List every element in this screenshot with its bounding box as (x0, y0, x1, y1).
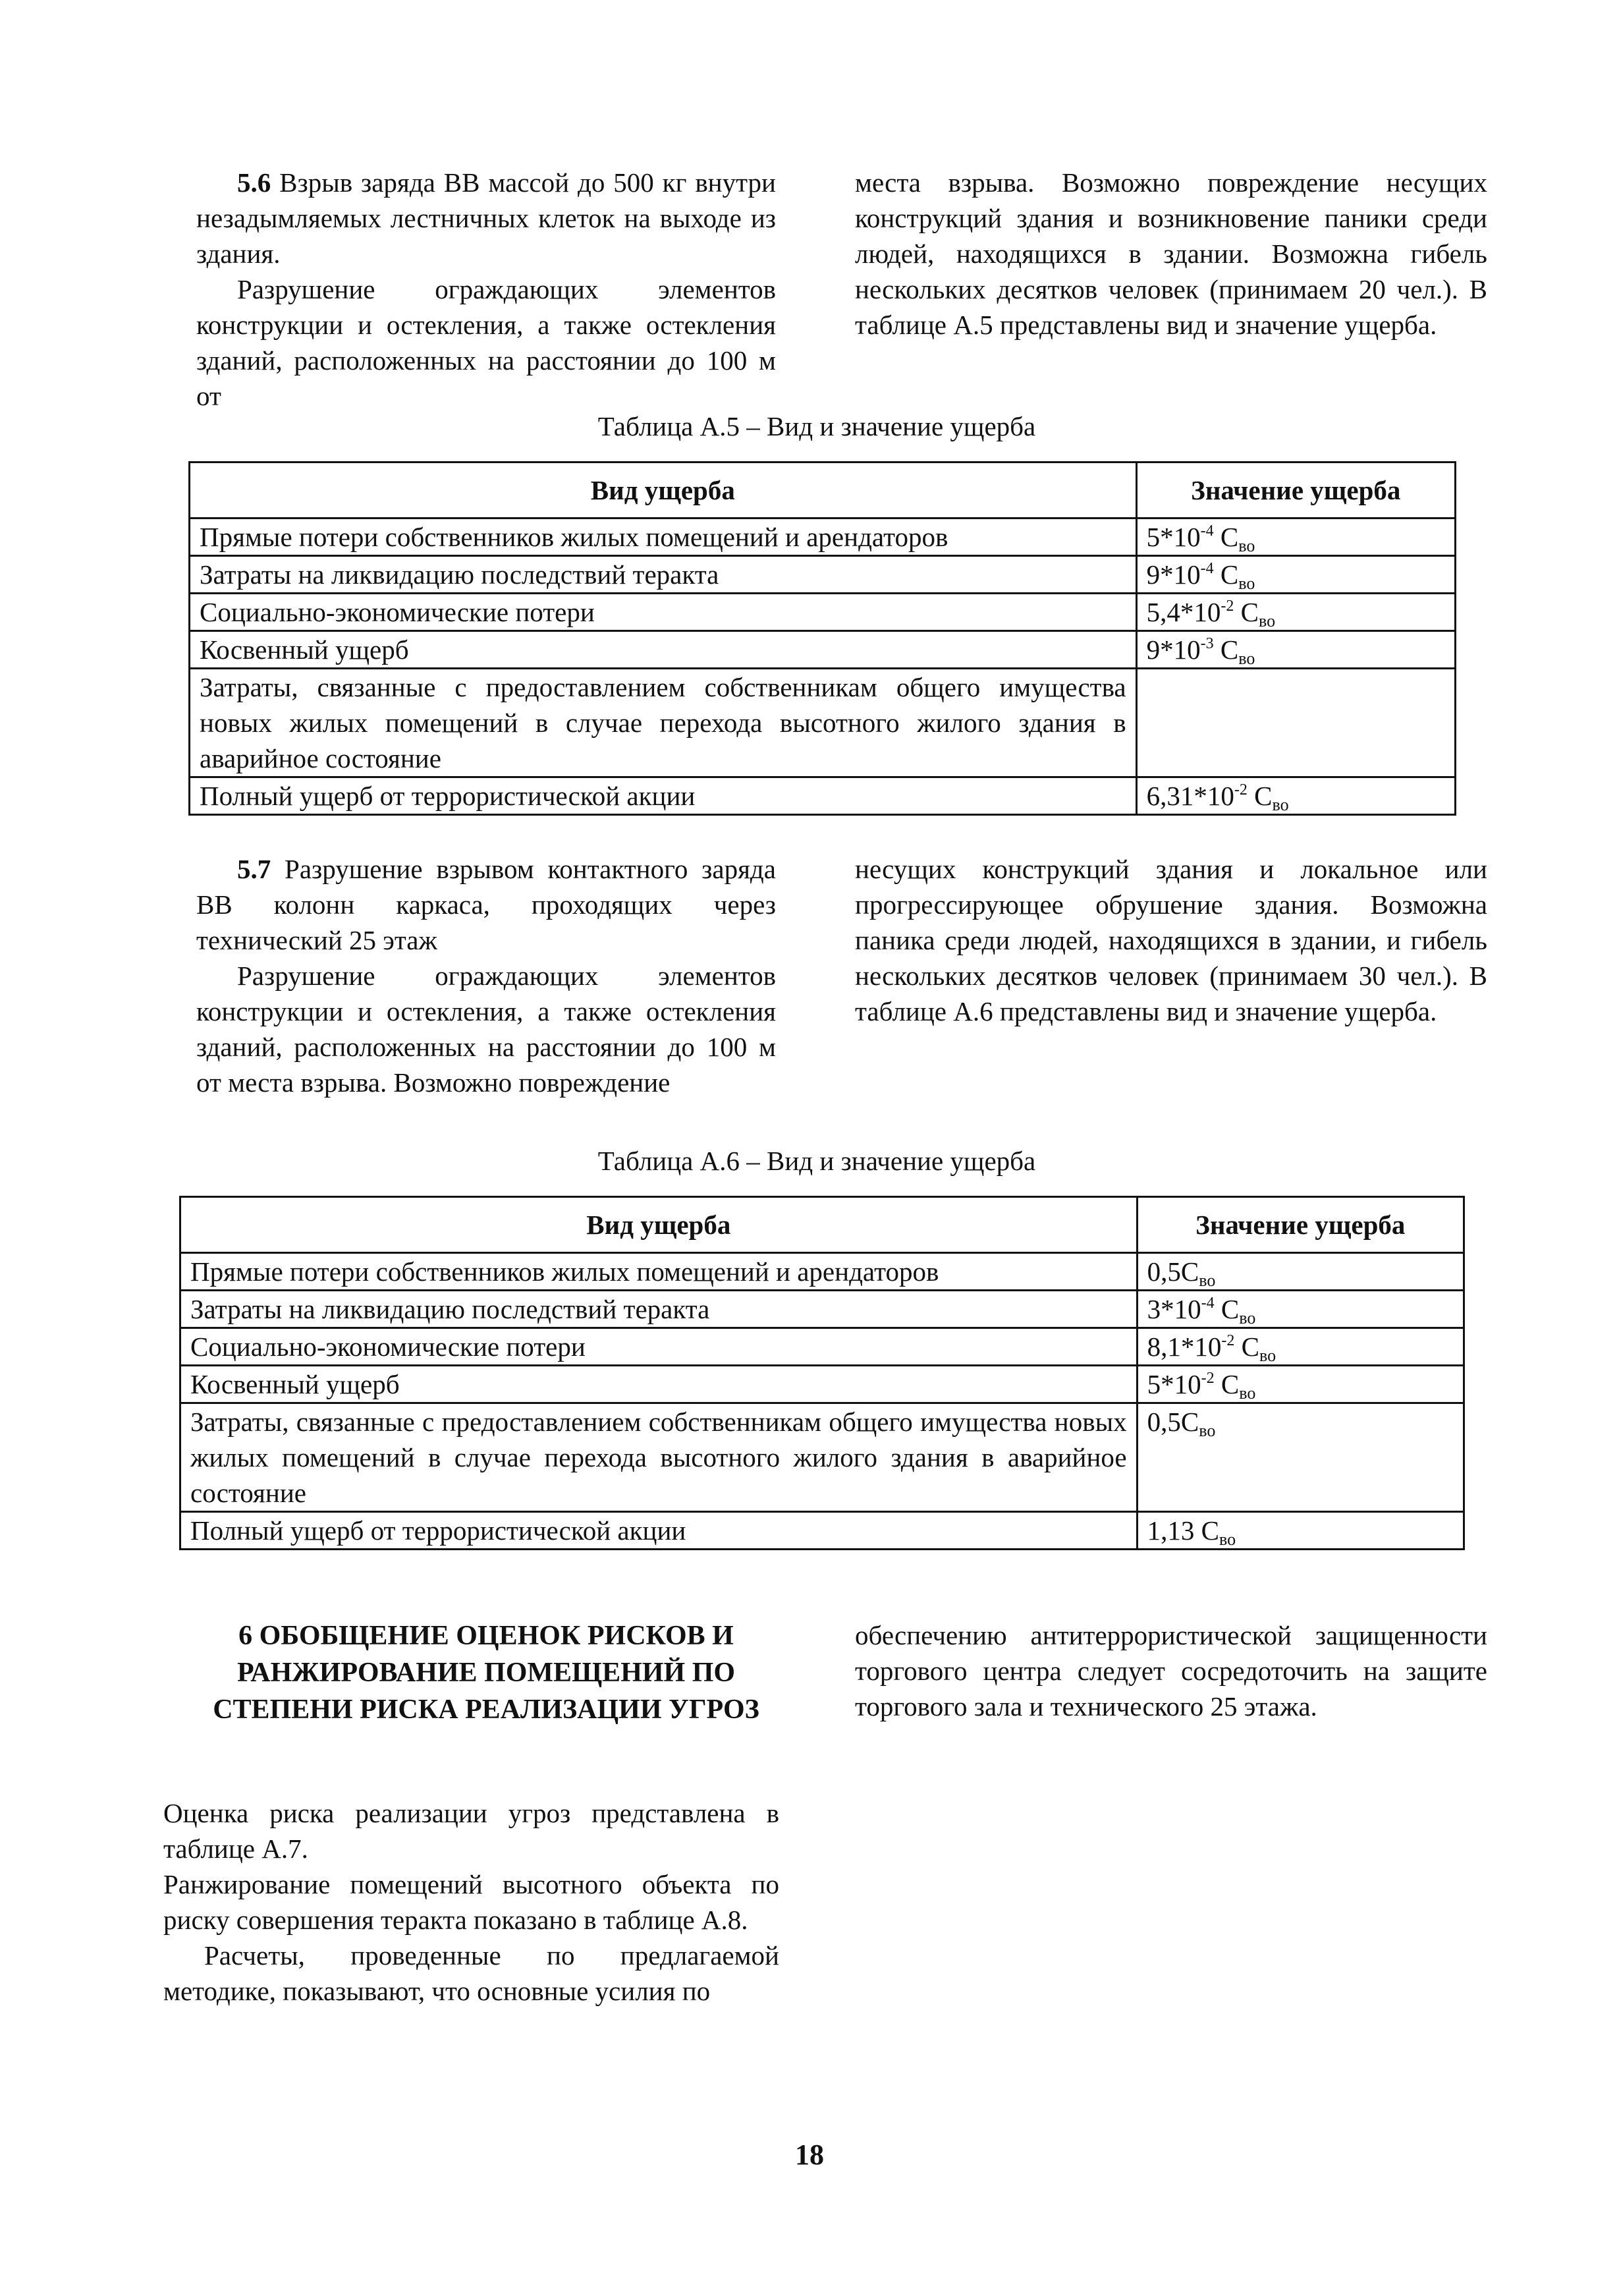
damage-type-cell: Косвенный ущерб (190, 631, 1137, 669)
damage-value-cell (1137, 1291, 1464, 1328)
damage-value-exp: -3 (1200, 635, 1214, 652)
section-6-right-column (855, 1617, 1487, 1724)
table-header-type: Вид ущерба (190, 462, 1137, 518)
damage-type-cell: Полный ущерб от террористической акции (190, 777, 1137, 815)
damage-value-coef: 0,5С (1147, 1407, 1199, 1437)
table-row (190, 518, 1456, 556)
table-header-value: Значение ущерба (1136, 462, 1455, 518)
damage-value-cell (1137, 1366, 1464, 1403)
damage-value-exp: -2 (1221, 1332, 1235, 1349)
damage-value-unit: С (1247, 781, 1273, 811)
damage-value-sub: во (1239, 1308, 1256, 1328)
section-6-paragraph-3: Расчеты, проведенные по предлагаемой методике, показывают, что основные усилия по (163, 1940, 779, 2006)
damage-value-cell (1136, 777, 1455, 815)
table-header-value: Значение ущерба (1137, 1197, 1464, 1253)
damage-type-cell: Затраты, связанные с предоставлением собственникам общего имущества новых жилых помещений в случае перехода высотного жилого здания в аварийное состояние (180, 1403, 1138, 1512)
table-header-row (180, 1197, 1464, 1253)
table-header-row (190, 462, 1456, 518)
damage-value-coef: 5*10 (1146, 522, 1201, 552)
damage-value-coef: 9*10 (1146, 634, 1201, 665)
section-5-7-paragraph-3: несущих конструкций здания и локальное или прогрессирующее обрушение здания. Возможна паника среди людей, находящихся в здании, и гибель нескольких десятков человек (принимаем 30 чел.). В таблице А.6 представлены вид и значение ущерба. (855, 854, 1487, 1026)
damage-type-cell: Затраты на ликвидацию последствий теракта (190, 556, 1137, 594)
damage-type-cell: Прямые потери собственников жилых помещений и арендаторов (180, 1253, 1138, 1291)
table-row (180, 1328, 1464, 1366)
damage-value-sub: во (1259, 1346, 1276, 1365)
damage-value-coef: 9*10 (1146, 559, 1201, 590)
damage-value-unit: С (1234, 597, 1259, 627)
damage-value-sub: во (1238, 536, 1255, 555)
damage-value-coef: 5*10 (1147, 1369, 1201, 1399)
damage-value-cell (1137, 1512, 1464, 1550)
table-row (180, 1512, 1464, 1550)
damage-type-cell: Социально-экономические потери (180, 1328, 1138, 1366)
damage-value-unit: С (1234, 1331, 1259, 1362)
table-row (190, 777, 1456, 815)
damage-value-sub: во (1272, 795, 1289, 814)
damage-value-cell (1137, 1253, 1464, 1291)
damage-value-unit: С (1213, 634, 1239, 665)
damage-value-exp: -2 (1221, 598, 1234, 615)
damage-value-coef: 0,5С (1147, 1256, 1199, 1287)
section-6-left-column (163, 1795, 779, 2009)
damage-value-coef: 6,31*10 (1146, 781, 1234, 811)
damage-value-coef: 3*10 (1147, 1294, 1201, 1324)
damage-value-sub: во (1258, 611, 1276, 630)
section-5-6-number: 5.6 (237, 167, 271, 198)
section-6-paragraph-1: Оценка риска реализации угроз представлена в таблице А.7. (163, 1798, 779, 1864)
page-number: 18 (795, 2139, 824, 2171)
damage-value-unit: С (1214, 1294, 1240, 1324)
damage-value-cell (1136, 669, 1455, 777)
section-5-6-paragraph-1: 5.6 Взрыв заряда ВВ массой до 500 кг внутри незадымляемых лестничных клеток на выходе из здания. (196, 167, 776, 269)
table-row (180, 1366, 1464, 1403)
section-5-6-paragraph-3: места взрыва. Возможно повреждение несущих конструкций здания и возникновение паники среди людей, находящихся в здании. Возможна гибель нескольких десятков человек (принимаем 20 чел.). В таблице А.5 представлены вид и значение ущерба. (855, 167, 1487, 340)
damage-value-coef: 5,4*10 (1146, 597, 1221, 627)
damage-value-sub: во (1219, 1530, 1236, 1549)
section-5-6-left-column (196, 165, 776, 414)
damage-value-sub: во (1199, 1271, 1216, 1290)
damage-type-cell: Прямые потери собственников жилых помещений и арендаторов (190, 518, 1137, 556)
damage-value-exp: -2 (1201, 1370, 1215, 1387)
damage-value-cell (1137, 1403, 1464, 1512)
table-row (190, 669, 1456, 777)
damage-type-cell: Косвенный ущерб (180, 1366, 1138, 1403)
damage-value-exp: -4 (1200, 560, 1214, 577)
damage-value-unit: С (1214, 1369, 1240, 1399)
section-5-7-number: 5.7 (237, 854, 271, 884)
damage-value-cell (1136, 518, 1455, 556)
damage-type-cell: Полный ущерб от террористической акции (180, 1512, 1138, 1550)
damage-value-exp: -4 (1200, 522, 1214, 540)
table-a6-caption: Таблица А.6 – Вид и значение ущерба (597, 1146, 1036, 1176)
damage-value-cell (1136, 631, 1455, 669)
table-a5-caption: Таблица А.5 – Вид и значение ущерба (597, 411, 1036, 441)
damage-value-sub: во (1238, 649, 1255, 668)
section-5-7-left-column (196, 851, 776, 1100)
table-row (190, 594, 1456, 631)
section-5-6-right-column (855, 165, 1487, 343)
damage-value-cell (1137, 1328, 1464, 1366)
damage-value-coef: 1,13 С (1147, 1515, 1219, 1546)
table-row (180, 1291, 1464, 1328)
table-row (180, 1403, 1464, 1512)
damage-value-exp: -4 (1201, 1295, 1215, 1312)
damage-value-cell (1136, 556, 1455, 594)
section-5-7-right-column (855, 851, 1487, 1029)
section-6-heading: 6 ОБОБЩЕНИЕ ОЦЕНОК РИСКОВ И РАНЖИРОВАНИЕ ПОМЕЩЕНИЙ ПО СТЕПЕНИ РИСКА РЕАЛИЗАЦИИ УГРОЗ (213, 1621, 759, 1725)
table-row (180, 1253, 1464, 1291)
section-6-paragraph-2: Ранжирование помещений высотного объекта по риску совершения теракта показано в таблице А.8. (163, 1869, 779, 1935)
table-a6 (179, 1196, 1465, 1550)
damage-value-cell (1136, 594, 1455, 631)
section-5-7-paragraph-2: Разрушение ограждающих элементов конструкции и остекления, а также остекления зданий, расположенных на расстоянии до 100 м от места взрыва. Возможно повреждение (196, 961, 776, 1098)
damage-type-cell: Социально-экономические потери (190, 594, 1137, 631)
damage-value-unit: С (1213, 522, 1239, 552)
damage-value-coef: 8,1*10 (1147, 1331, 1222, 1362)
table-row (190, 631, 1456, 669)
damage-value-exp: -2 (1234, 781, 1248, 798)
damage-value-sub: во (1239, 1384, 1256, 1403)
section-6-paragraph-4: обеспечению антитеррористической защищенности торгового центра следует сосредоточить на защите торгового зала и технического 25 этажа. (855, 1620, 1487, 1722)
section-5-7-paragraph-1: 5.7 Разрушение взрывом контактного заряда ВВ колонн каркаса, проходящих через технический 25 этаж (196, 854, 776, 955)
table-header-type: Вид ущерба (180, 1197, 1138, 1253)
damage-value-sub: во (1238, 574, 1255, 593)
damage-value-unit: С (1213, 559, 1239, 590)
damage-type-cell: Затраты, связанные с предоставлением собственникам общего имущества новых жилых помещений в случае перехода высотного жилого здания в аварийное состояние (190, 669, 1137, 777)
damage-type-cell: Затраты на ликвидацию последствий теракта (180, 1291, 1138, 1328)
table-row (190, 556, 1456, 594)
table-a5 (188, 461, 1456, 816)
section-5-6-paragraph-2: Разрушение ограждающих элементов конструкции и остекления, а также остекления зданий, расположенных на расстоянии до 100 м от (196, 274, 776, 411)
damage-value-sub: во (1199, 1421, 1216, 1440)
